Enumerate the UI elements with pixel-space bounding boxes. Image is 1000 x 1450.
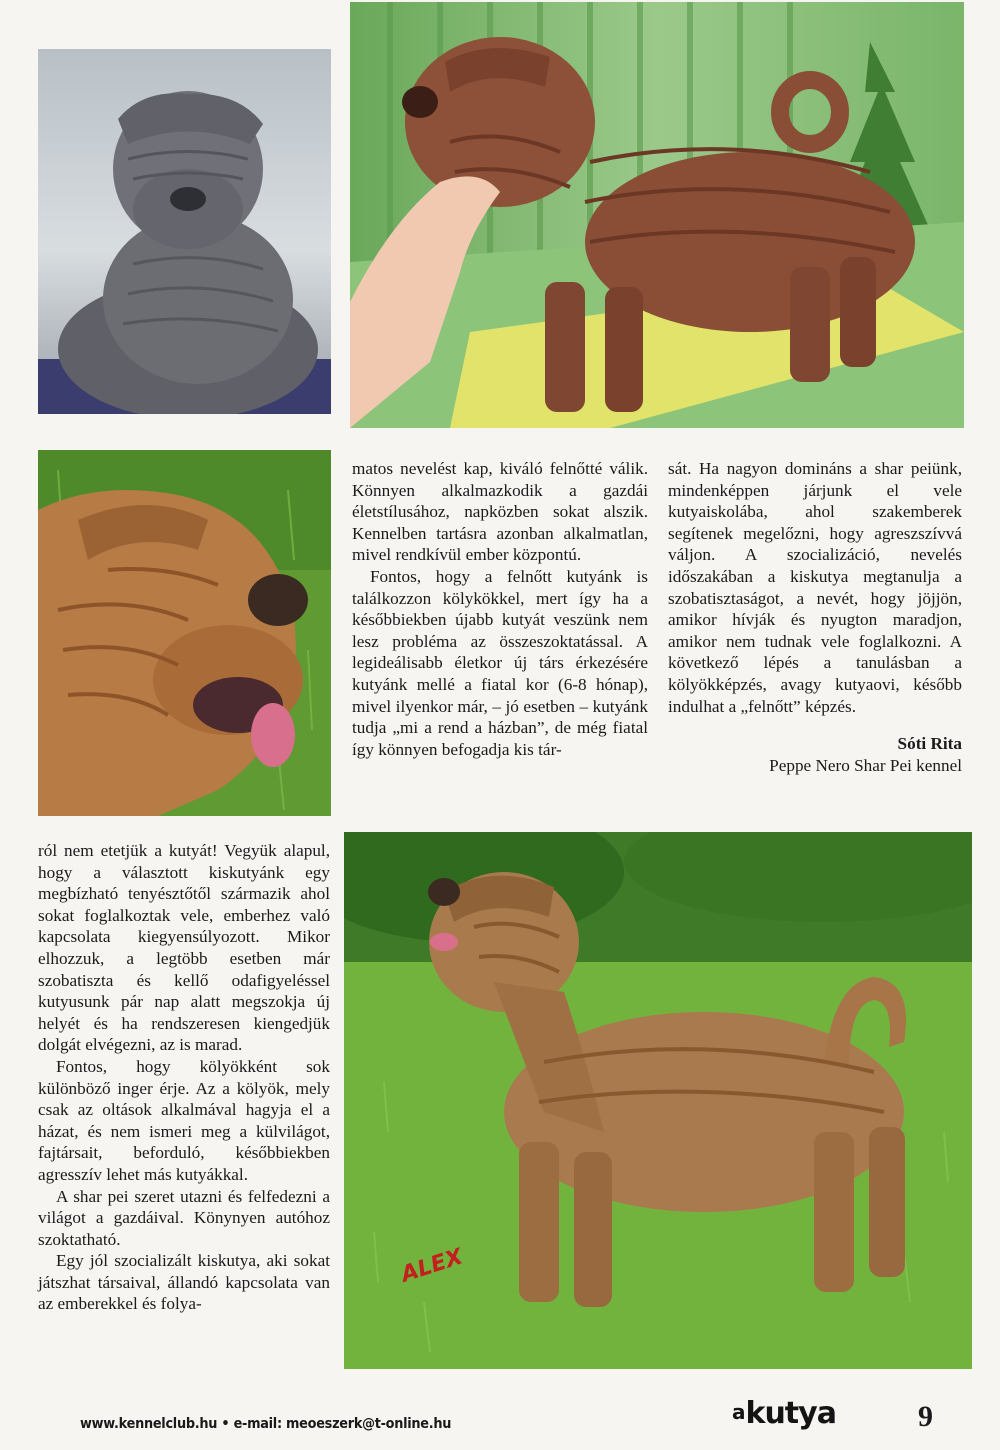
column-middle (352, 458, 648, 760)
left-paragraph-4: Egy jól szocializált kiskutya, aki sokat játszhat társaival, állandó kapcsolata van az emberekkel és folya- (38, 1251, 330, 1314)
adult-dog-image (344, 832, 972, 1369)
photo-brown-puppy (350, 2, 964, 428)
column-right (668, 458, 962, 776)
author-name: Sóti Rita (897, 734, 962, 754)
magazine-logo (732, 1396, 836, 1431)
fawn-head-image (38, 450, 331, 816)
left-paragraph-2: Fontos, hogy kölyökként sok különböző inger érje. Az a kölyök, mely csak az oltások alkalmával hagyja el a házat, és nem ismeri meg a külvilágot, fajtársait, beforduló, későbbiekben agresszív lehet más kutyákkal. (38, 1056, 330, 1184)
left-paragraph-1: ról nem etetjük a kutyát! Vegyük alapul, hogy a választott kiskutyánk egy megbízható tenyésztőtől származik ahol sokat foglalkoztak vele, emberhez való kapcsolata kiegyensúlyozott. Mikor elhozzuk, a legtöbb esetben már szobatiszta és kellő odafigyeléssel kutyusunk pár nap alatt megszokja új helyét és ha rendszeresen kiengedjük dolgát elvégezni, az is marad. (38, 841, 330, 1055)
page-number: 9 (918, 1400, 933, 1433)
logo-name: kutya (745, 1396, 836, 1431)
photographer-signature: ALEX (398, 1244, 466, 1288)
footer-separator: • (221, 1416, 230, 1432)
email-link[interactable]: meoeszerk@t-online.hu (286, 1416, 452, 1432)
author-kennel: Peppe Nero Shar Pei kennel (769, 755, 962, 775)
photo-blue-puppy (38, 49, 331, 414)
left-paragraph-3: A shar pei szeret utazni és felfedezni a világot a gazdáival. Könynyen autóhoz szoktatható. (38, 1186, 330, 1249)
middle-paragraph-2: Fontos, hogy a felnőtt kutyánk is találkozzon kölykökkel, mert így ha a későbbiekben újabb kutyát veszünk nem lesz probléma az összeszoktatással. A legideálisabb életkor új társ érkezésére kutyánk mellé a fiatal kor (6-8 hónap), mivel ilyenkor már, – jó esetben – kutyánk tudja „mi a rend a házban”, de még fiatal így könnyen befogadja kis tár- (352, 566, 648, 759)
email-label: e-mail: (233, 1416, 282, 1432)
photo-fawn-head (38, 450, 331, 816)
footer-contact (80, 1416, 451, 1432)
right-paragraph-1: sát. Ha nagyon domináns a shar peiünk, mindenképpen járjunk el vele kutyaiskolába, ahol szakemberek segítenek megelőzni, hogy agreszszívvá váljon. A szocializáció, nevelés időszakában a kiskutya megtanulja a szobatisztaságot, a nevét, hogy jöjjön, amikor hívják és nyugton maradjon, amikor nem tudnak vele foglalkozni. A következő lépés a tanulásban a kölyökképzés, avagy kutyaovi, később indulhat a „felnőtt” képzés. (668, 459, 962, 716)
photo-adult-dog (344, 832, 972, 1369)
blue-puppy-image (38, 49, 331, 414)
logo-prefix: a (732, 1400, 746, 1424)
column-left (38, 840, 330, 1315)
website-link[interactable]: www.kennelclub.hu (80, 1416, 218, 1432)
middle-paragraph-1: matos nevelést kap, kiváló felnőtté válik. Könnyen alkalmazkodik a gazdái életstílusához, napközben sokat alszik. Kennelben tartásra azonban alkalmatlan, mivel rendkívül ember központú. (352, 459, 648, 565)
brown-puppy-image (350, 2, 964, 428)
